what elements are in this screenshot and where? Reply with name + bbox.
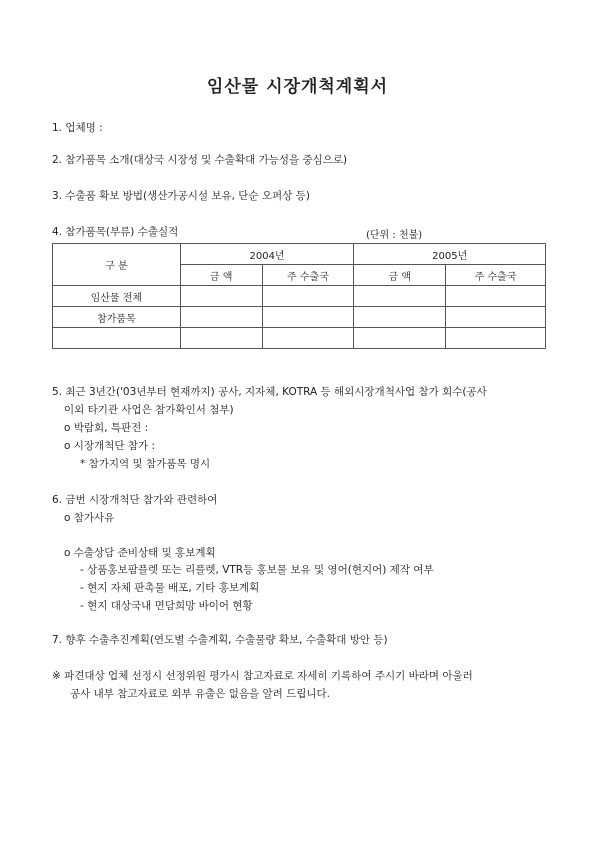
header-amount-2005: 금 액 bbox=[354, 265, 446, 286]
export-record-table bbox=[52, 243, 546, 349]
item-5-market-mission: o 시장개척단 참가 : bbox=[64, 440, 155, 452]
item-4-export-record: 4. 참가품목(부류) 수출실적 bbox=[52, 226, 179, 238]
item-6-detail-3: - 현지 대상국내 면담희망 바이어 현황 bbox=[80, 600, 253, 612]
item-3-supply-method: 3. 수출품 확보 방법(생산가공시설 보유, 단순 오퍼상 등) bbox=[52, 190, 310, 202]
item-6-current-mission: 6. 금번 시장개척단 참가와 관련하여 bbox=[52, 494, 218, 506]
table-cell bbox=[354, 286, 446, 307]
item-5-continuation: 이외 타기관 사업은 참가확인서 첨부) bbox=[64, 404, 234, 416]
item-7-future-plan: 7. 향후 수출추진계획(연도별 수출계획, 수출물량 확보, 수출확대 방안 등) bbox=[52, 634, 388, 646]
table-cell bbox=[262, 328, 354, 349]
table-cell bbox=[180, 328, 262, 349]
row-label-total: 임산물 전체 bbox=[53, 286, 181, 307]
header-category: 구 분 bbox=[53, 244, 181, 286]
document-title: 임산물 시장개척계획서 bbox=[206, 77, 389, 97]
table-cell bbox=[262, 307, 354, 328]
table-cell bbox=[262, 286, 354, 307]
item-6-detail-2: - 현지 자체 판촉물 배포, 기타 홍보계획 bbox=[80, 582, 260, 594]
table-cell bbox=[354, 328, 446, 349]
item-6-reason: o 참가사유 bbox=[64, 512, 115, 524]
header-year-2004: 2004년 bbox=[180, 244, 354, 265]
table-row bbox=[53, 307, 546, 328]
item-1-company-name: 1. 업체명 : bbox=[52, 122, 103, 134]
table-row bbox=[53, 328, 546, 349]
item-2-product-intro: 2. 참가품목 소개(대상국 시장성 및 수출확대 가능성을 중심으로) bbox=[52, 154, 348, 166]
unit-label: (단위 : 천불) bbox=[366, 230, 423, 241]
item-5-fairs: o 박람회, 특판전 : bbox=[64, 422, 149, 434]
row-label-empty bbox=[53, 328, 181, 349]
item-5-past-participation: 5. 최근 3년간('03년부터 현재까지) 공사, 지자체, KOTRA 등 해외시장개척사업 참가 회수(공사 bbox=[52, 386, 487, 398]
table-cell bbox=[446, 328, 546, 349]
header-country-2005: 주 수출국 bbox=[446, 265, 546, 286]
footnote-line-1: ※ 파견대상 업체 선정시 선정위원 평가시 참고자료로 자세히 기록하여 주시기 바라며 아울러 bbox=[52, 670, 473, 682]
table-row bbox=[53, 286, 546, 307]
table-cell bbox=[446, 307, 546, 328]
table-cell bbox=[446, 286, 546, 307]
item-5-note: * 참가지역 및 참가품목 명시 bbox=[80, 458, 211, 470]
table-cell bbox=[354, 307, 446, 328]
row-label-items: 참가품목 bbox=[53, 307, 181, 328]
item-6-preparation: o 수출상담 준비상태 및 홍보계획 bbox=[64, 547, 216, 559]
header-amount-2004: 금 액 bbox=[180, 265, 262, 286]
table-cell bbox=[180, 307, 262, 328]
header-year-2005: 2005년 bbox=[354, 244, 546, 265]
table-cell bbox=[180, 286, 262, 307]
header-country-2004: 주 수출국 bbox=[262, 265, 354, 286]
item-6-detail-1: - 상품홍보팜플렛 또는 리플렛, VTR등 홍보물 보유 및 영어(현지어) 제작 여부 bbox=[80, 564, 434, 576]
footnote-line-2: 공사 내부 참고자료로 외부 유출은 없음을 알려 드립니다. bbox=[70, 688, 330, 700]
